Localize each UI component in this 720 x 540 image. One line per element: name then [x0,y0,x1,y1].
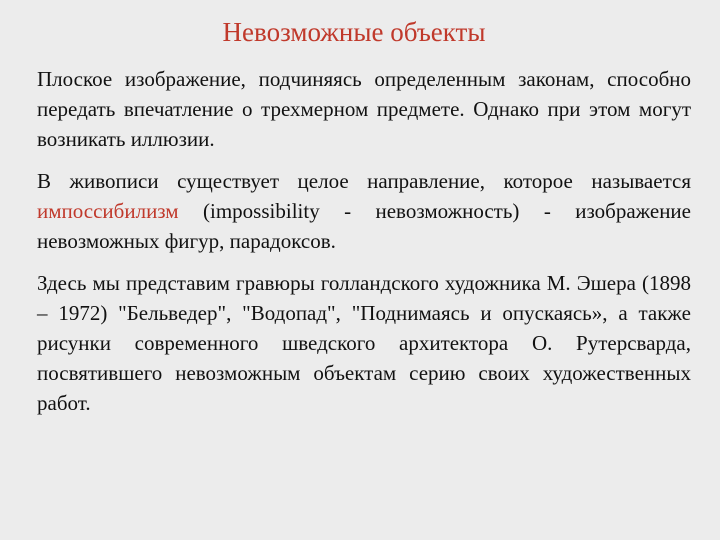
slide-body [37,64,691,430]
slide-title: Невозможные объекты [222,17,486,47]
paragraph-artists: Здесь мы представим гравюры голландского художника М. Эшера (1898 – 1972) "Бельведер", "Водопад", "Поднимаясь и опускаясь», а также рисунки современного шведского архитектора О. Рутерсварда, посвятившего невозможным объектам серию своих художественных работ. [37,271,691,415]
paragraph-impossibilism [37,166,691,256]
paragraph-intro: Плоское изображение, подчиняясь определенным законам, способно передать впечатление о трехмерном предмете. Однако при этом могут возникать иллюзии. [37,67,691,151]
paragraph-impossibilism-lead: В живописи существует целое направление, которое называется [37,169,691,193]
paragraph-impossibilism-tail: (impossibility - невозможность) - изображение невозможных фигур, парадоксов. [37,199,691,253]
highlight-term: импоссибилизм [37,199,179,223]
